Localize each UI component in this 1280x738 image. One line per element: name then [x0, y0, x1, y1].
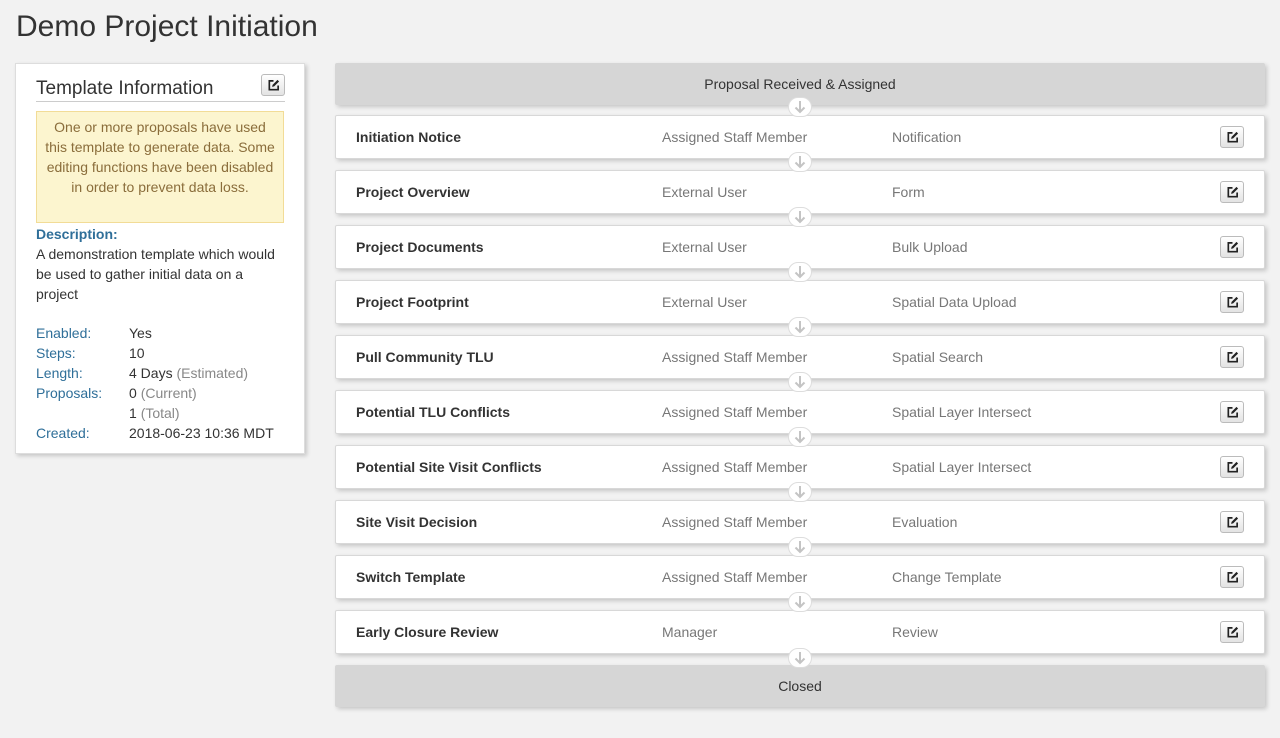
edit-icon [1226, 516, 1239, 529]
edit-icon [1226, 571, 1239, 584]
edit-step-button[interactable] [1220, 621, 1244, 643]
edit-icon [1226, 186, 1239, 199]
meta-value-length [129, 363, 248, 383]
step-role: Assigned Staff Member [662, 514, 808, 530]
step-type: Bulk Upload [892, 239, 968, 255]
edit-step-button[interactable] [1220, 291, 1244, 313]
step-connector [788, 427, 812, 447]
step-name: Switch Template [356, 569, 466, 585]
arrow-down-icon [794, 430, 806, 444]
step-connector [788, 262, 812, 282]
step-role: Assigned Staff Member [662, 569, 808, 585]
meta-value-enabled: Yes [129, 325, 152, 341]
warning-message: One or more proposals have used this template to generate data. Some editing functions have been disabled in order to prevent data loss. [36, 111, 284, 223]
edit-step-button[interactable] [1220, 456, 1244, 478]
edit-step-button[interactable] [1220, 126, 1244, 148]
edit-step-button[interactable] [1220, 511, 1244, 533]
edit-icon [1226, 241, 1239, 254]
template-info-header [36, 74, 285, 102]
edit-icon [1226, 406, 1239, 419]
arrow-down-icon [794, 210, 806, 224]
step-connector [788, 207, 812, 227]
step-role: External User [662, 184, 747, 200]
edit-icon [267, 79, 280, 92]
arrow-down-icon [794, 485, 806, 499]
proposals-current-note: (Current) [140, 385, 197, 401]
step-name: Initiation Notice [356, 129, 461, 145]
step-connector [788, 592, 812, 612]
meta-row-steps [36, 343, 274, 363]
arrow-down-icon [794, 375, 806, 389]
meta-label-proposals: Proposals: [36, 385, 103, 401]
step-role: Assigned Staff Member [662, 404, 808, 420]
meta-row-proposals [36, 383, 274, 403]
meta-value-proposals-current [129, 383, 197, 403]
step-name: Project Footprint [356, 294, 469, 310]
edit-step-button[interactable] [1220, 236, 1244, 258]
step-connector [788, 317, 812, 337]
proposals-total-value: 1 [129, 405, 137, 421]
step-type: Notification [892, 129, 962, 145]
meta-label-length: Length: [36, 365, 83, 381]
step-name: Early Closure Review [356, 624, 499, 640]
step-role: Assigned Staff Member [662, 349, 808, 365]
step-name: Potential Site Visit Conflicts [356, 459, 542, 475]
step-role: External User [662, 294, 747, 310]
step-connector [788, 152, 812, 172]
step-role: Assigned Staff Member [662, 459, 808, 475]
step-connector [788, 97, 812, 117]
meta-value-steps: 10 [129, 345, 145, 361]
step-type: Change Template [892, 569, 1002, 585]
edit-icon [1226, 461, 1239, 474]
arrow-down-icon [794, 595, 806, 609]
edit-template-button[interactable] [261, 74, 285, 96]
length-value: 4 Days [129, 365, 173, 381]
step-type: Form [892, 184, 925, 200]
meta-value-created: 2018-06-23 10:36 MDT [129, 425, 274, 441]
step-connector [788, 648, 812, 668]
workflow-end: Closed [335, 665, 1265, 707]
edit-step-button[interactable] [1220, 566, 1244, 588]
meta-label-steps: Steps: [36, 345, 76, 361]
step-type: Review [892, 624, 938, 640]
meta-row-proposals-total [36, 403, 274, 423]
step-type: Spatial Layer Intersect [892, 404, 1032, 420]
arrow-down-icon [794, 651, 806, 665]
template-info-panel [15, 63, 305, 454]
edit-step-button[interactable] [1220, 181, 1244, 203]
meta-label-created: Created: [36, 425, 90, 441]
description-label: Description: [36, 226, 118, 242]
step-type: Evaluation [892, 514, 958, 530]
edit-icon [1226, 626, 1239, 639]
step-type: Spatial Search [892, 349, 984, 365]
arrow-down-icon [794, 320, 806, 334]
meta-row-enabled [36, 323, 274, 343]
page-title: Demo Project Initiation [16, 10, 318, 43]
arrow-down-icon [794, 540, 806, 554]
step-type: Spatial Layer Intersect [892, 459, 1032, 475]
meta-value-proposals-total [129, 403, 180, 423]
proposals-current-value: 0 [129, 385, 137, 401]
step-connector [788, 372, 812, 392]
proposals-total-note: (Total) [140, 405, 180, 421]
length-note: (Estimated) [176, 365, 249, 381]
step-name: Potential TLU Conflicts [356, 404, 510, 420]
arrow-down-icon [794, 155, 806, 169]
arrow-down-icon [794, 265, 806, 279]
edit-icon [1226, 296, 1239, 309]
edit-icon [1226, 131, 1239, 144]
step-type: Spatial Data Upload [892, 294, 1017, 310]
meta-row-created [36, 423, 274, 443]
edit-step-button[interactable] [1220, 401, 1244, 423]
step-name: Site Visit Decision [356, 514, 478, 530]
template-info-title: Template Information [36, 78, 214, 99]
step-connector [788, 482, 812, 502]
meta-label-enabled: Enabled: [36, 325, 92, 341]
edit-icon [1226, 351, 1239, 364]
arrow-down-icon [794, 100, 806, 114]
step-name: Project Overview [356, 184, 470, 200]
step-role: External User [662, 239, 747, 255]
step-role: Assigned Staff Member [662, 129, 808, 145]
meta-row-length [36, 363, 274, 383]
description-text: A demonstration template which would be used to gather initial data on a project [36, 246, 275, 302]
step-connector [788, 537, 812, 557]
step-role: Manager [662, 624, 718, 640]
template-metadata [36, 323, 274, 443]
step-name: Pull Community TLU [356, 349, 494, 365]
edit-step-button[interactable] [1220, 346, 1244, 368]
workflow-start: Proposal Received & Assigned [335, 63, 1265, 105]
step-name: Project Documents [356, 239, 484, 255]
